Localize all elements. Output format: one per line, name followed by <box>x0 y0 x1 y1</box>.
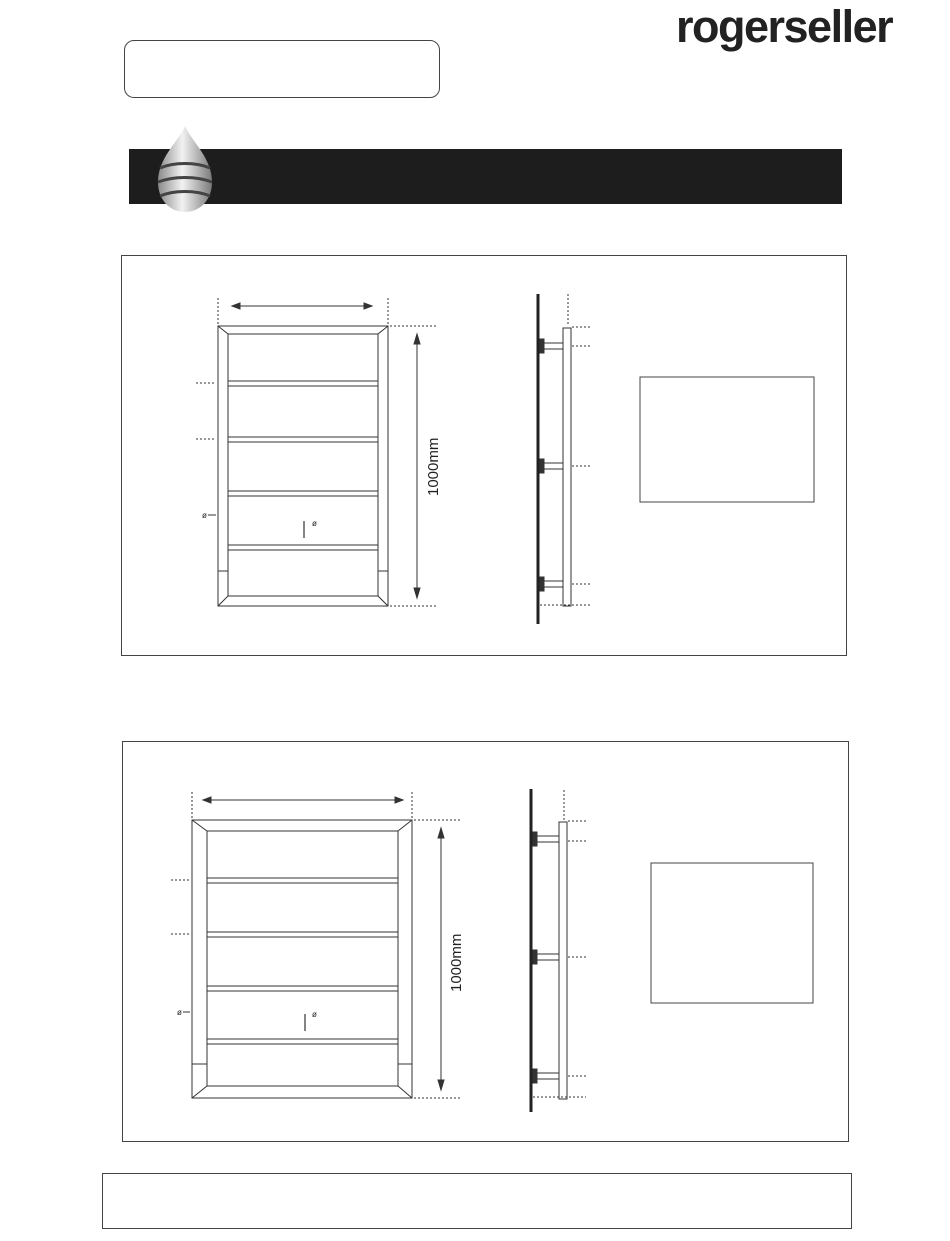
brand-logo: rogerseller <box>676 1 893 52</box>
product-title-box <box>124 40 440 98</box>
front-side-drawing-1 <box>122 256 848 657</box>
drawing-panel-1 <box>121 255 847 656</box>
diameter-symbol-center: ø <box>312 519 317 528</box>
diameter-symbol-left: ø <box>202 511 207 520</box>
footer-notes-box <box>102 1173 852 1229</box>
height-dimension-label: 1000mm <box>448 933 465 992</box>
height-dimension-label: 1000mm <box>425 437 442 496</box>
drawing-panel-2 <box>122 741 849 1142</box>
diameter-symbol-center: ø <box>312 1010 317 1019</box>
diameter-symbol-left: ø <box>177 1008 182 1017</box>
section-banner <box>129 149 842 204</box>
water-drop-logo-icon <box>150 124 220 216</box>
front-side-drawing-2 <box>123 742 850 1143</box>
